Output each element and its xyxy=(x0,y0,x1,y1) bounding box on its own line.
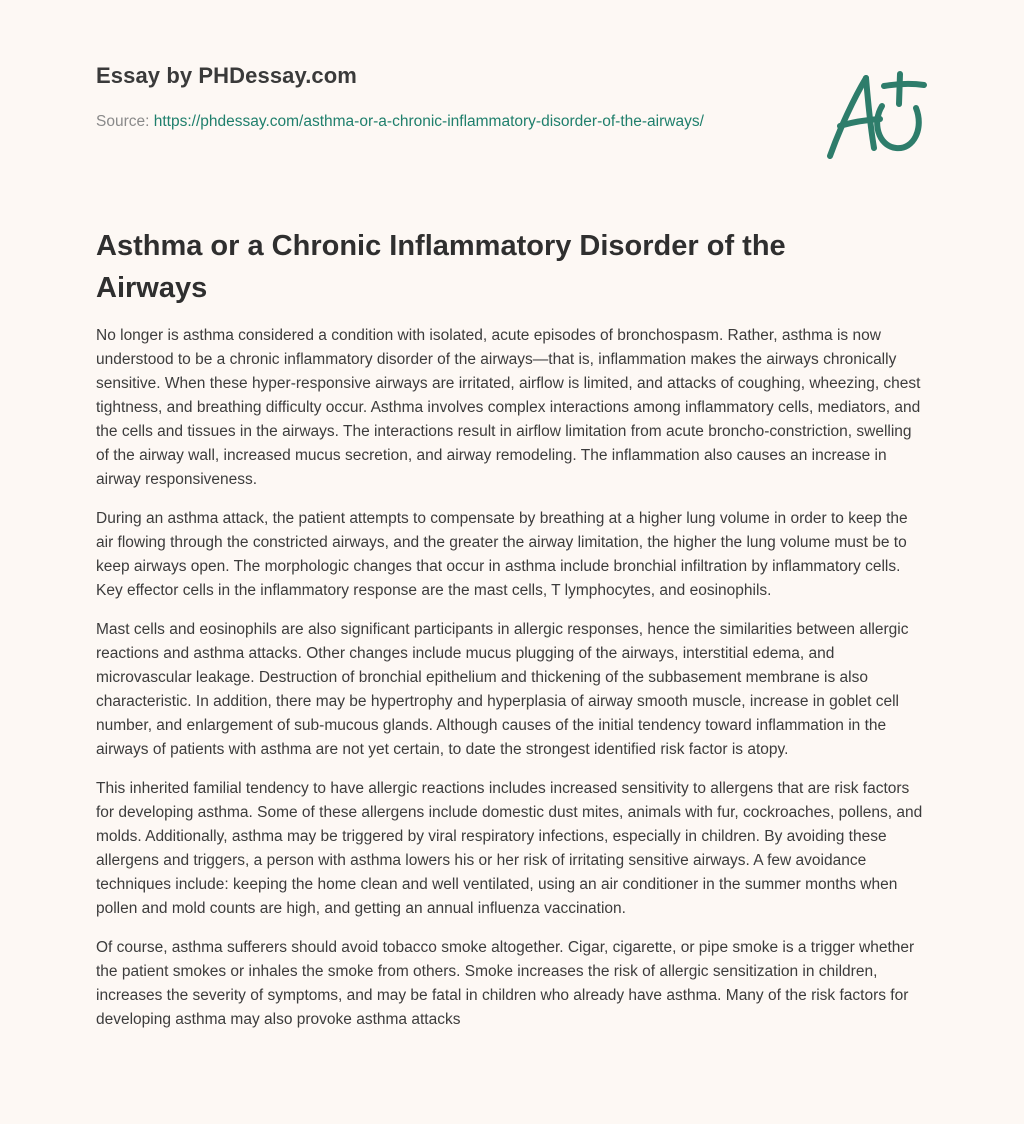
essay-body xyxy=(96,324,928,1047)
essay-title: Asthma or a Chronic Inflammatory Disorder of the Airways xyxy=(96,230,786,304)
essay-paragraph: No longer is asthma considered a condition with isolated, acute episodes of bronchospasm. Rather, asthma is now understood to be a chronic inflammatory disorder of the airways—that is, inflammation makes the airways chronically sensitive. When these hyper-responsive airways are irritated, airflow is limited, and attacks of coughing, wheezing, chest tightness, and breathing difficulty occur. Asthma involves complex interactions among inflammatory cells, mediators, and the cells and tissues in the airways. The interactions result in airflow limitation from acute broncho-constriction, swelling of the airway wall, increased mucus secretion, and airway remodeling. The inflammation also causes an increase in airway responsiveness. xyxy=(96,327,921,488)
essay-paragraph: This inherited familial tendency to have allergic reactions includes increased sensitivity to allergens that are risk factors for developing asthma. Some of these allergens include domestic dust mites, animals with fur, cockroaches, pollens, and molds. Additionally, asthma may be triggered by viral respiratory infections, especially in children. By avoiding these allergens and triggers, a person with asthma lowers his or her risk of irritating sensitive airways. A few avoidance techniques include: keeping the home clean and well ventilated, using an air conditioner in the summer months when pollen and mold counts are high, and getting an annual influenza vaccination. xyxy=(96,780,923,917)
essay-paragraph: During an asthma attack, the patient attempts to compensate by breathing at a higher lung volume in order to keep the air flowing through the constricted airways, and the greater the airway limitation, the higher the lung volume must be to keep airways open. The morphologic changes that occur in asthma include bronchial infiltration by inflammatory cells. Key effector cells in the inflammatory response are the mast cells, T lymphocytes, and eosinophils. xyxy=(96,510,908,599)
source-link[interactable]: https://phdessay.com/asthma-or-a-chronic-inflammatory-disorder-of-the-airways/ xyxy=(153,113,704,130)
brand-title: Essay by PHDessay.com xyxy=(96,63,357,88)
a-plus-grade-icon xyxy=(824,66,928,166)
essay-paragraph: Of course, asthma sufferers should avoid tobacco smoke altogether. Cigar, cigarette, or pipe smoke is a trigger whether the patient smokes or inhales the smoke from others. Smoke increases the risk of allergic sensitization in children, increases the severity of symptoms, and may be fatal in children who already have asthma. Many of the risk factors for developing asthma may also provoke asthma attacks xyxy=(96,939,915,1028)
essay-paragraph: Mast cells and eosinophils are also significant participants in allergic responses, hence the similarities between allergic reactions and asthma attacks. Other changes include mucus plugging of the airways, interstitial edema, and microvascular leakage. Destruction of bronchial epithelium and thickening of the subbasement membrane is also characteristic. In addition, there may be hypertrophy and hyperplasia of airway smooth muscle, increase in goblet cell number, and enlargement of sub-mucous glands. Although causes of the initial tendency toward inflammation in the airways of patients with asthma are not yet certain, to date the strongest identified risk factor is atopy. xyxy=(96,621,909,758)
source-label: Source: xyxy=(96,113,154,130)
source-line xyxy=(96,111,716,133)
